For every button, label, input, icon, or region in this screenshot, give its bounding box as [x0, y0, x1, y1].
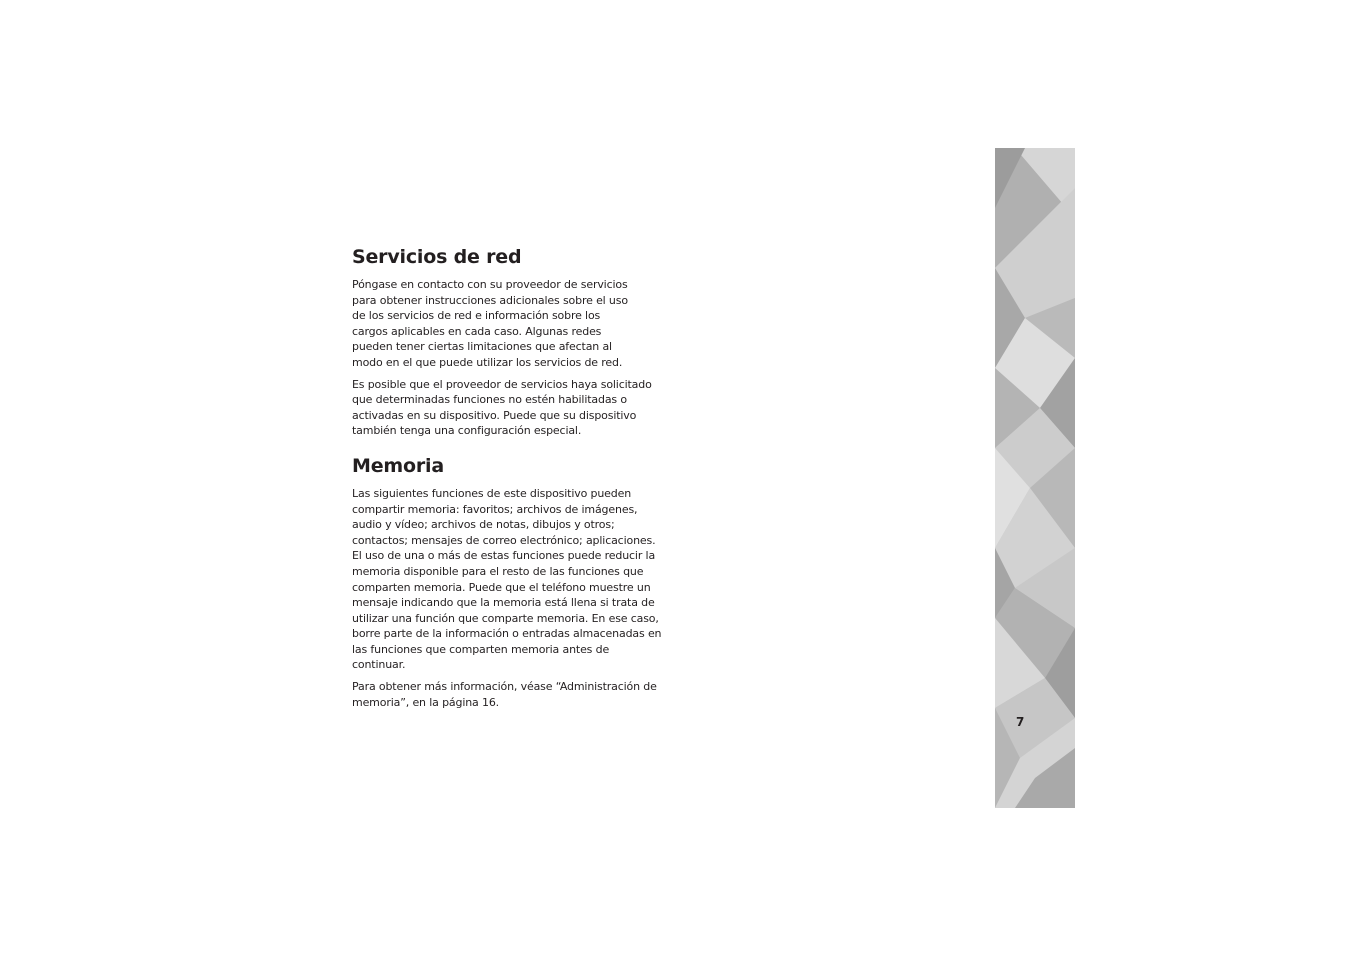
- section-heading-servicios-de-red: Servicios de red: [352, 246, 522, 268]
- geometric-pattern: [995, 148, 1075, 808]
- paragraph-servicios-1: Póngase en contacto con su proveedor de servicios para obtener instrucciones adicionales sobre el uso de los servicios de red e información sobre los cargos aplicables en cada caso. Algunas redes pueden tener ciertas limitaciones que afectan al modo en el que puede utilizar los servicios de red.: [352, 278, 628, 369]
- paragraph-memoria-1: Las siguientes funciones de este dispositivo pueden compartir memoria: favoritos; archivos de imágenes, audio y vídeo; archivos de notas, dibujos y otros; contactos; mensajes de correo electrónico; aplicaciones. El uso de una o más de estas funciones puede reducir la memoria disponible para el resto de las funciones que comparten memoria. Puede que el teléfono muestre un mensaje indicando que la memoria está llena si trata de utilizar una función que comparte memoria. En ese caso, borre parte de la información o entradas almacenadas en las funciones que comparten memoria antes de continuar.: [352, 486, 662, 672]
- decorative-side-band: [995, 148, 1075, 808]
- text-column: [352, 244, 664, 716]
- page-number: 7: [1016, 715, 1025, 729]
- section-heading-memoria: Memoria: [352, 454, 444, 477]
- paragraph-memoria-2: Para obtener más información, véase “Administración de memoria”, en la página 16.: [352, 680, 657, 709]
- paragraph-servicios-2: Es posible que el proveedor de servicios haya solicitado que determinadas funciones no estén habilitadas o activadas en su dispositivo. Puede que su dispositivo también tenga una configuración especial.: [352, 377, 652, 438]
